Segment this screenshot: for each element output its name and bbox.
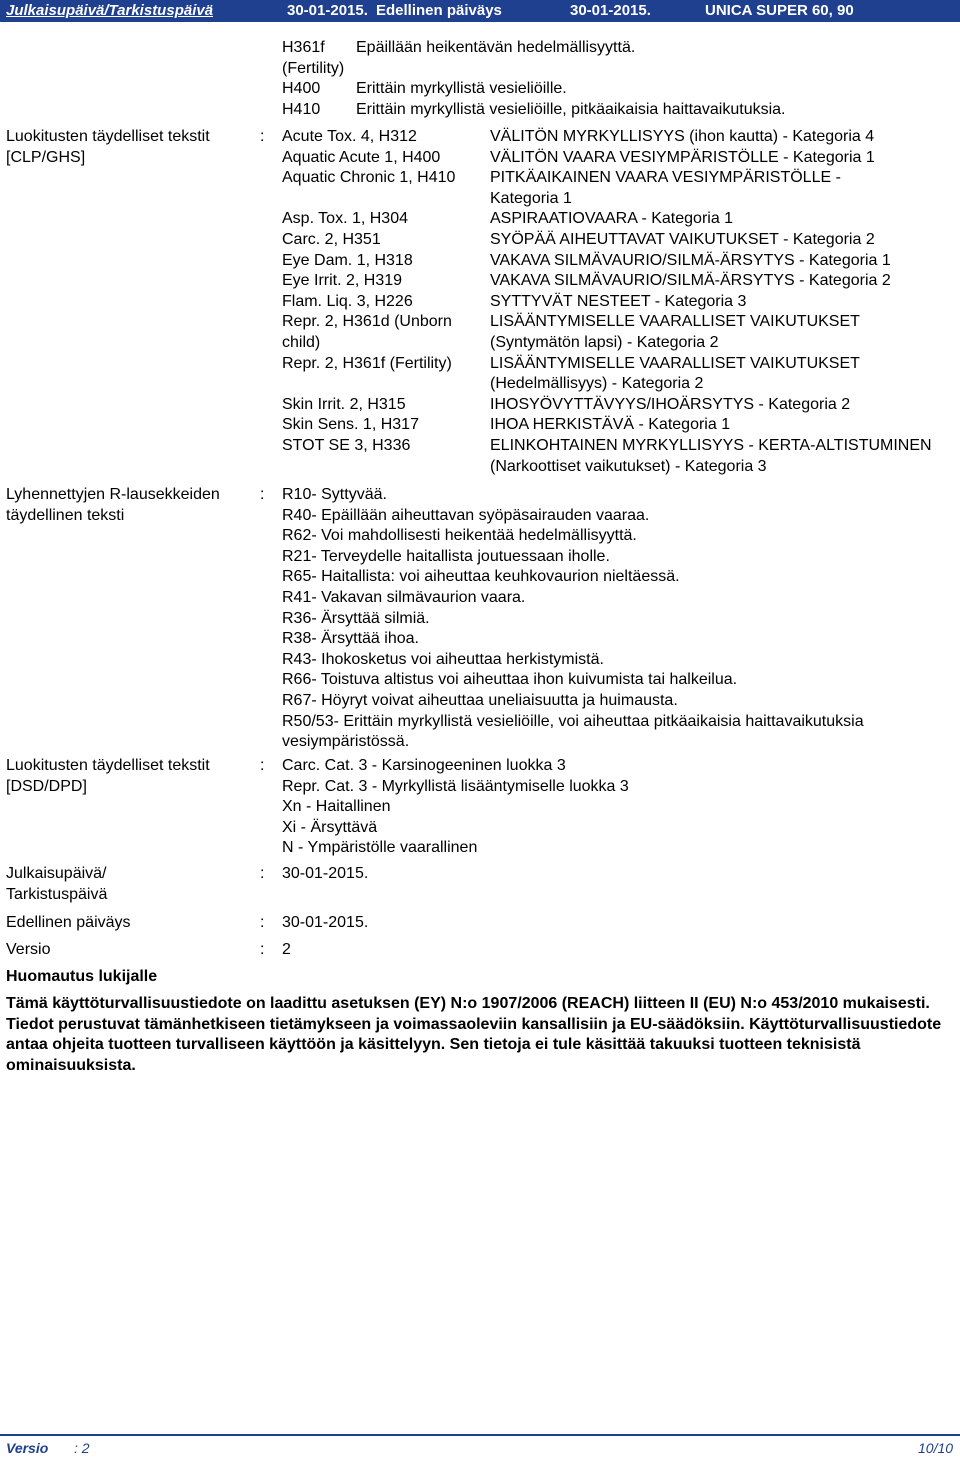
clp-row [282, 395, 952, 416]
clp-description: VAKAVA SILMÄVAURIO/SILMÄ-ÄRSYTYS - Kategoria 2 [490, 272, 891, 290]
clp-class: Aquatic Acute 1, H400 [282, 148, 441, 166]
clp-class: Carc. 2, H351 [282, 230, 381, 248]
footer-version-value: : 2 [74, 1440, 90, 1456]
clp-description: LISÄÄNTYMISELLE VAARALLISET VAIKUTUKSET (Hedelmällisyys) - Kategoria 2 [490, 354, 860, 393]
clp-description: IHOA HERKISTÄVÄ - Kategoria 1 [490, 416, 731, 434]
clp-row [282, 251, 952, 272]
clp-class: Flam. Liq. 3, H226 [282, 292, 413, 310]
clp-class: Acute Tox. 4, H312 [282, 128, 417, 145]
clp-row [282, 292, 952, 313]
r-phrase: R21- Terveydelle haitallista joutuessaan iholle. [282, 547, 610, 565]
hazard-row [282, 59, 942, 80]
clp-row [282, 148, 952, 169]
clp-row [282, 312, 952, 353]
clp-description: SYTTYVÄT NESTEET - Kategoria 3 [490, 292, 747, 310]
header-bar [0, 0, 960, 22]
clp-table [282, 127, 952, 477]
version-label: Versio [6, 941, 51, 958]
issue-date-value: 30-01-2015. [282, 865, 369, 882]
r-phrase: R40- Epäillään aiheuttavan syöpäsairauden vaaraa. [282, 506, 650, 524]
clp-class: STOT SE 3, H336 [282, 436, 411, 454]
clp-description: LISÄÄNTYMISELLE VAARALLISET VAIKUTUKSET (Syntymätön lapsi) - Kategoria 2 [490, 313, 860, 351]
r-phrase: R67- Höyryt voivat aiheuttaa uneliaisuutta ja huimausta. [282, 691, 678, 709]
r-phrase: R65- Haitallista: voi aiheuttaa keuhkovaurion nieltäessä. [282, 568, 680, 586]
clp-row [282, 127, 952, 148]
dsd-line: N - Ympäristölle vaarallinen [282, 839, 478, 857]
hazard-row [282, 79, 942, 100]
header-previous-label: Edellinen päiväys [376, 2, 502, 19]
clp-description: SYÖPÄÄ AIHEUTTAVAT VAIKUTUKSET - Kategoria 2 [490, 230, 875, 248]
notice-text: Tämä käyttöturvallisuustiedote on laadittu asetuksen (EY) N:o 1907/2006 (REACH) liitteen II (EU) N:o 453/2010 mukaisesti. Tiedot perustuvat tämänhetkiseen tietämykseen ja voimassaoleviin kansallisiin ja EU-säädöksiin. Käyttöturvallisuustiedote antaa ohjeita tuotteen turvalliseen käyttöön ja käsittelyyn. Sen tietoja ei tule käsittää takuuksi tuotteen teknisistä ominaisuuksista. [6, 995, 942, 1074]
previous-date-label: Edellinen päiväys [6, 914, 131, 931]
hazard-code: H410 [282, 100, 321, 118]
clp-row [282, 415, 952, 436]
clp-label: Luokitusten täydelliset tekstit [CLP/GHS] [6, 128, 210, 166]
dsd-line: Xn - Haitallinen [282, 798, 391, 816]
clp-colon: : [260, 128, 265, 145]
dsd-line: Repr. Cat. 3 - Myrkyllistä lisääntymiselle luokka 3 [282, 777, 629, 795]
clp-row [282, 354, 952, 395]
dsd-colon: : [260, 757, 265, 774]
issue-date-colon: : [260, 865, 265, 882]
clp-row [282, 168, 952, 209]
clp-class: Eye Irrit. 2, H319 [282, 272, 403, 290]
r-phrase: R41- Vakavan silmävaurion vaara. [282, 588, 526, 606]
clp-class: Repr. 2, H361f (Fertility) [282, 354, 452, 372]
r-phrase: R38- Ärsyttää ihoa. [282, 630, 419, 648]
clp-description: VÄLITÖN VAARA VESIYMPÄRISTÖLLE - Kategoria 1 [490, 148, 875, 166]
footer-version-label: Versio [6, 1440, 49, 1456]
header-product-name: UNICA SUPER 60, 90 [705, 2, 854, 19]
r-phrase: R62- Voi mahdollisesti heikentää hedelmällisyyttä. [282, 527, 637, 545]
previous-date-value: 30-01-2015. [282, 914, 369, 931]
clp-class: Repr. 2, H361d (Unborn child) [282, 313, 452, 351]
r-phrase: R43- Ihokosketus voi aiheuttaa herkistymistä. [282, 650, 604, 668]
hazard-text: Epäillään heikentävän hedelmällisyyttä. [356, 39, 636, 56]
clp-class: Skin Irrit. 2, H315 [282, 395, 406, 413]
dsd-label: Luokitusten täydelliset tekstit [DSD/DPD] [6, 757, 210, 795]
hazard-row [282, 38, 942, 59]
clp-description: VAKAVA SILMÄVAURIO/SILMÄ-ÄRSYTYS - Kategoria 1 [490, 251, 891, 269]
dsd-line: Carc. Cat. 3 - Karsinogeeninen luokka 3 [282, 757, 566, 774]
r-phrase: R10- Syttyvää. [282, 486, 387, 503]
dsd-list [282, 756, 629, 859]
clp-description: ELINKOHTAINEN MYRKYLLISYYS - KERTA-ALTISTUMINEN (Narkoottiset vaikutukset) - Kategoria 3 [490, 436, 932, 475]
clp-class: Skin Sens. 1, H317 [282, 416, 419, 434]
clp-description: PITKÄAIKAINEN VAARA VESIYMPÄRISTÖLLE - Kategoria 1 [490, 169, 841, 207]
clp-class: Aquatic Chronic 1, H410 [282, 169, 456, 187]
version-value: 2 [282, 941, 291, 958]
clp-row [282, 209, 952, 230]
hazard-statements-top [282, 38, 942, 120]
clp-description: IHOSYÖVYTTÄVYYS/IHOÄRSYTYS - Kategoria 2 [490, 395, 851, 413]
clp-description: VÄLITÖN MYRKYLLISYYS (ihon kautta) - Kategoria 4 [490, 128, 875, 145]
clp-row [282, 230, 952, 251]
header-issue-date: 30-01-2015. [287, 2, 368, 19]
r-phrases-colon: : [260, 486, 265, 503]
clp-class: Eye Dam. 1, H318 [282, 251, 413, 269]
r-phrases-label: Lyhennettyjen R-lausekkeiden täydellinen teksti [6, 486, 220, 524]
hazard-code: H361f [282, 39, 325, 56]
r-phrase: R36- Ärsyttää silmiä. [282, 609, 430, 627]
clp-row [282, 436, 952, 477]
hazard-code: (Fertility) [282, 59, 345, 77]
r-phrase: R66- Toistuva altistus voi aiheuttaa ihon kuivumista tai halkeilua. [282, 671, 738, 689]
header-title[interactable]: Julkaisupäivä/Tarkistuspäivä [6, 2, 214, 19]
previous-date-colon: : [260, 914, 265, 931]
header-previous-date: 30-01-2015. [570, 2, 651, 19]
dsd-line: Xi - Ärsyttävä [282, 818, 378, 836]
footer-page-number: 10/10 [918, 1440, 954, 1456]
hazard-code: H400 [282, 80, 321, 98]
clp-class: Asp. Tox. 1, H304 [282, 210, 408, 228]
note-label: Huomautus lukijalle [6, 968, 158, 985]
r-phrases-list [282, 485, 942, 753]
clp-description: ASPIRAATIOVAARA - Kategoria 1 [490, 210, 734, 228]
clp-row [282, 271, 952, 292]
version-colon: : [260, 941, 265, 958]
hazard-row [282, 100, 942, 121]
r-phrase: R50/53- Erittäin myrkyllistä vesieliöille, voi aiheuttaa pitkäaikaisia haittavaikutuksia vesiympäristössä. [282, 712, 864, 751]
hazard-text: Erittäin myrkyllistä vesieliöille. [356, 80, 567, 98]
hazard-text: Erittäin myrkyllistä vesieliöille, pitkäaikaisia haittavaikutuksia. [356, 100, 786, 118]
footer-divider [0, 1434, 960, 1436]
issue-date-label: Julkaisupäivä/ Tarkistuspäivä [6, 865, 108, 903]
